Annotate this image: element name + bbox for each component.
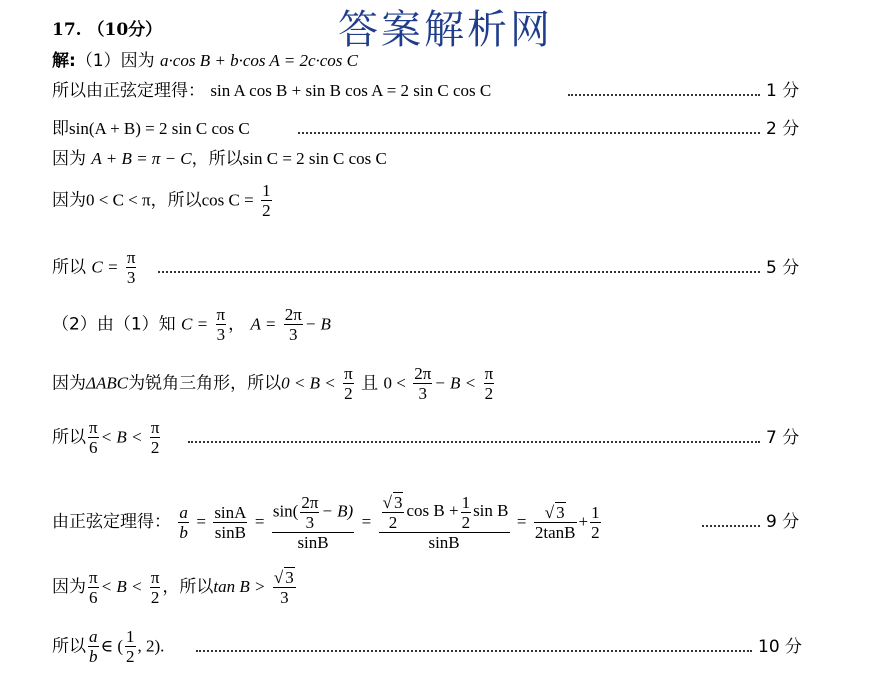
final-prefix: 所以 xyxy=(52,636,86,657)
dotted-leader xyxy=(702,525,760,527)
tan-mid: ，所以 xyxy=(162,577,214,597)
line5-prefix: 因为 xyxy=(52,190,86,211)
line3-prefix: 即 xyxy=(52,119,69,139)
comma-two: , 2) xyxy=(137,636,161,656)
line-tan-b xyxy=(52,567,298,607)
score-1: 1 分 xyxy=(766,81,800,101)
dotted-leader xyxy=(158,271,760,273)
fraction-pi-2: $\frac{\pi}{2}$ xyxy=(344,364,353,403)
part2-marker: （2）由（1）知 xyxy=(52,314,176,335)
dotted-leader xyxy=(568,94,760,96)
in-open: ∈ ( xyxy=(100,636,123,656)
line2-prefix: 所以由正弦定理得： xyxy=(52,81,205,101)
score-9: 9 分 xyxy=(766,512,800,532)
given-prefix: 因为 xyxy=(120,51,155,71)
zero-lt: 0 < xyxy=(383,373,406,393)
line-final xyxy=(52,627,164,666)
score-5: 5 分 xyxy=(766,258,800,278)
part2-a-lhs: A = xyxy=(250,314,277,334)
line4-formula: A + B = π − C xyxy=(91,149,192,168)
lt-b-lt: < B < xyxy=(100,577,143,596)
line4-prefix: 因为 xyxy=(52,149,86,169)
line5-cond: 0 < C < π xyxy=(86,190,151,210)
minus-b: − B xyxy=(304,314,331,334)
line-c-value xyxy=(52,248,138,287)
equals: = xyxy=(516,512,527,531)
line-ratio xyxy=(52,492,603,552)
dotted-leader xyxy=(196,650,752,652)
tan-lhs: tan B > xyxy=(213,577,266,596)
line3-formula: sin(A + B) = 2 sin C cos C xyxy=(69,119,250,138)
score-2: 2 分 xyxy=(766,119,800,139)
fraction-expanded: $\frac{√ 3}{2}$ cos B + $\frac{1}{2}$ sin B sinB xyxy=(379,492,510,552)
lt-b-lt: < B < xyxy=(100,427,143,447)
fraction-pi-6: $\frac{\pi}{6}$ xyxy=(89,418,98,457)
fraction-a-b: $\frac{a}{b}$ xyxy=(89,627,98,666)
tan-prefix: 因为 xyxy=(52,577,86,597)
line5-mid: ，所以 xyxy=(150,190,202,211)
part1-marker: （1） xyxy=(75,51,121,71)
line4-result: sin C = 2 sin C cos C xyxy=(242,149,387,168)
problem-number: 17. xyxy=(52,20,82,40)
dotted-leader xyxy=(188,441,760,443)
fraction-one-half: $\frac{1}{2}$ xyxy=(126,627,135,666)
acute-text: 为锐角三角形，所以 xyxy=(128,373,282,394)
fraction-sina-sinb: $\frac{\sin A}{\sin B}$ xyxy=(214,502,247,542)
minus-b-lt: − B < xyxy=(434,373,477,393)
problem-points: （10分） xyxy=(87,20,163,40)
line-sum-angle xyxy=(52,119,250,139)
score-10: 10 分 xyxy=(758,637,803,657)
line6-lhs: C = xyxy=(91,257,119,277)
fraction-one-half: $\frac{1}{2}$ xyxy=(262,181,271,220)
line4-mid: ，所以 xyxy=(191,149,243,169)
fraction-sin-expr: sin( $\frac{2\pi}{3}$ − B) sinB xyxy=(272,492,354,552)
line-sine-rule xyxy=(52,81,491,101)
equals: = xyxy=(361,512,372,531)
fraction-a-b: $\frac{a}{b}$ xyxy=(179,502,188,542)
score-7: 7 分 xyxy=(766,428,800,448)
fraction-pi-3: $\frac{\pi}{3}$ xyxy=(216,305,226,344)
fraction-pi-2: $\frac{\pi}{2}$ xyxy=(150,567,160,607)
acute-prefix: 因为 xyxy=(52,373,86,394)
line-angle-relation xyxy=(52,149,387,169)
line-cos-c xyxy=(52,181,274,220)
zero-lt-b: 0 < B < xyxy=(281,373,336,393)
range-prefix: 所以 xyxy=(52,427,86,448)
solution-label: 解: xyxy=(52,51,76,71)
fraction-sqrt3-2tanb: $\frac{√ 3}{2\tan B}$ xyxy=(534,503,576,542)
period: . xyxy=(160,636,165,656)
watermark: 答案解析网 xyxy=(338,7,553,53)
line-acute-triangle xyxy=(52,364,496,403)
ratio-prefix: 由正弦定理得： xyxy=(52,512,171,532)
problem-header xyxy=(52,20,162,40)
line2-formula: sin A cos B + sin B cos A = 2 sin C cos C xyxy=(210,81,492,100)
and-text: 且 xyxy=(361,373,379,394)
line5-lhs: cos C = xyxy=(201,190,254,210)
fraction-2pi-3: $\frac{2\pi}{3}$ xyxy=(284,305,302,344)
fraction-one-half: $\frac{1}{2}$ xyxy=(591,502,600,542)
fraction-pi-2: $\frac{\pi}{2}$ xyxy=(150,418,160,457)
line6-prefix: 所以 xyxy=(52,257,86,278)
fraction-2pi-3: $\frac{2\pi}{3}$ xyxy=(414,364,432,403)
triangle-abc: ΔABC xyxy=(86,373,129,393)
dotted-leader xyxy=(298,132,760,134)
equals: = xyxy=(196,512,206,531)
part2-c-lhs: C = xyxy=(181,314,209,334)
fraction-pi-6: $\frac{\pi}{6}$ xyxy=(89,567,98,607)
plus: + xyxy=(578,512,589,531)
fraction-pi-2: $\frac{\pi}{2}$ xyxy=(484,364,494,403)
separator: ， xyxy=(228,314,246,335)
fraction-pi-3: $\frac{\pi}{3}$ xyxy=(126,248,136,287)
line-b-range xyxy=(52,418,162,457)
line-part2-known xyxy=(52,305,331,344)
equals: = xyxy=(254,512,265,531)
given-formula: a·cos B + b·cos A = 2c·cos C xyxy=(160,51,359,70)
fraction-sqrt3-3: $\frac{√ 3}{3}$ xyxy=(273,568,294,607)
line-given xyxy=(52,51,358,71)
